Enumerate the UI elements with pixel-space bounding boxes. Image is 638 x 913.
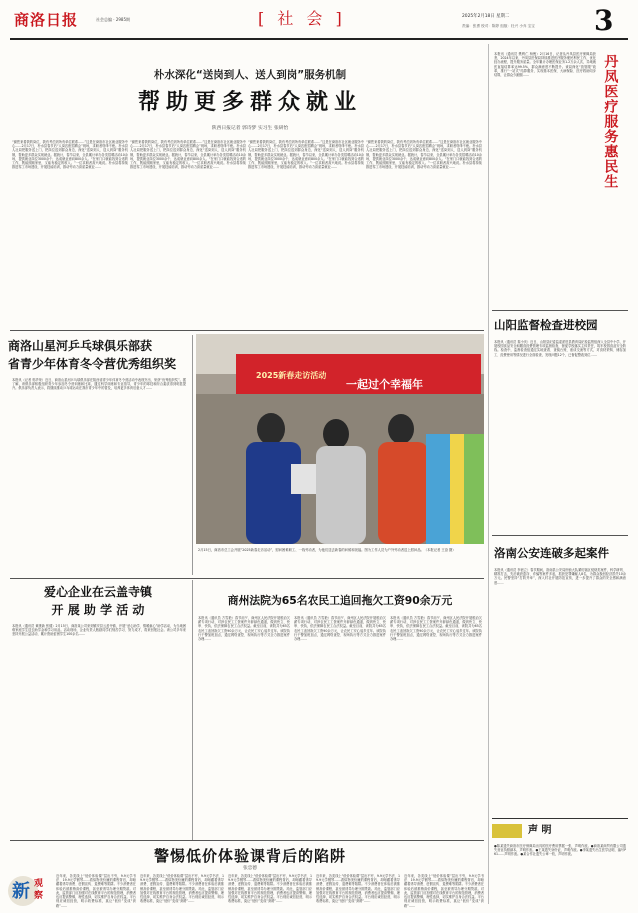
court-body-col-2: 本报讯（通讯员 方雪艳）春节前夕，商州区人民法院开展根治欠薪专项行动，对涉农民工工资案件开辟绿色通道，做到快立、快审、快执，依法保障农民工合法权益。截至目前，该院共为65名农民工追回拖欠工资90余万元，让农民工安心返乡过年。该院执行干警加班加点，通过网络查控、现场执行等方式全力推进案件办理…… bbox=[294, 616, 386, 642]
notice-stripe bbox=[492, 824, 522, 838]
lead-headline: 帮助更多群众就业 bbox=[137, 90, 362, 115]
section-label: [ 社 会 ] bbox=[258, 9, 346, 28]
lead-body-col-4: “谢您来看我的岗位，我有考虑到所有单位联系……”这是在商洛市社区就业服务中心……2月17日，朴水县春节后“人岗匹配招聘会”现场，求职者络绎不绝。朴水县人社局把服务送上门，把岗位送到群众身边，深化“送岗到人、送人到岗”服务机制，帮助更多群众实现就业。据统计，春节以来，全县累计举办各类招聘活动10余场，提供就业岗位3000余个，达成就业意向800余人。“在家门口就能找到合适的工作，既能照顾家里，又能有稳定的收入。”一位求职者高兴地说。朴水县将持续推进零工市场建设，开展技能培训，推动劳动力高质量就业…… bbox=[366, 140, 482, 170]
news-photo bbox=[196, 334, 484, 544]
fraud-body-col-4: 近年来，各类线上“低价体验课”层出不穷，9.9元学书法、19.9元学钢琴……看似物美价廉的课程背后，却暗藏着诱导消费、虚假宣传、退费难等陷阱。不少消费者在体验后被推销高价课程，甚至被诱导办理分期贷款。对此，监管部门应加强对在线教育平台的规范管理，消费者也应提高警惕，理性选择，切实维护自身合法权益。平台则应诚信经营，明示收费标准，莫让“低价”变成“套路”…… bbox=[316, 874, 400, 904]
rule-right-1 bbox=[492, 310, 628, 311]
rule-right-2 bbox=[492, 535, 628, 536]
badge-char-observe: 观 bbox=[34, 879, 44, 889]
pingpong-headline-2: 省青少年体育冬令营优秀组织奖 bbox=[8, 357, 177, 371]
right-column-divider bbox=[488, 44, 489, 904]
photo-banner-text-1: 2025新春走访活动 bbox=[256, 371, 327, 380]
luonan-title: 洛南公安连破多起案件 bbox=[494, 546, 609, 560]
fraud-body-col-2: 近年来，各类线上“低价体验课”层出不穷，9.9元学书法、19.9元学钢琴……看似物美价廉的课程背后，却暗藏着诱导消费、虚假宣传、退费难等陷阱。不少消费者在体验后被推销高价课程，甚至被诱导办理分期贷款。对此，监管部门应加强对在线教育平台的规范管理，消费者也应提高警惕，理性选择，切实维护自身合法权益。平台则应诚信经营，明示收费标准，莫让“低价”变成“套路”…… bbox=[140, 874, 224, 904]
photo-banner-text-2: 一起过个幸福年 bbox=[346, 378, 423, 391]
notice-body: ●陈某遗失商洛市医疗保障局出具的医疗费用票据一张，声明作废。●商洛某商贸有限公司遗失营业执照副本，声明作废。●王某遗失身份证，声明作废。●李某遗失出生医学证明，编号P61……声明作废。●某合作社遗失公章一枚，声明作废。 bbox=[494, 844, 626, 857]
shanyang-body: 本报讯（通讯员 秦小庆）近日，山阳县纪委监委派驻县教育局纪检监察组深入全县中小学，开展校园食品安全和膳食经费管理专项监督检查，督促学校落实主体责任，筑牢校园食品安全防线。检查中，监督检查组通过实地查看、查阅台账、座谈交流等方式，对食材采购、储存加工、经费使用等情况进行全面检查，发现问题12个，已督促整改到位…… bbox=[494, 340, 626, 357]
rule-vertical-lower bbox=[192, 580, 193, 840]
court-body-col-3: 本报讯（通讯员 方雪艳）春节前夕，商州区人民法院开展根治欠薪专项行动，对涉农民工工资案件开辟绿色通道，做到快立、快审、快执，依法保障农民工合法权益。截至目前，该院共为65名农民工追回拖欠工资90余万元，让农民工安心返乡过年。该院执行干警加班加点，通过网络查控、现场执行等方式全力推进案件办理…… bbox=[390, 616, 482, 642]
rule-under-photo bbox=[10, 578, 484, 579]
danfeng-title: 丹凤医疗服务惠民生 bbox=[602, 54, 619, 189]
lead-byline: 陕西日报记者 郭诗梦 实习生 张研怡 bbox=[211, 126, 289, 131]
fraud-byline: 张忠德 bbox=[243, 866, 257, 871]
lead-body-col-3: “谢您来看我的岗位，我有考虑到所有单位联系……”这是在商洛市社区就业服务中心……2月17日，朴水县春节后“人岗匹配招聘会”现场，求职者络绎不绝。朴水县人社局把服务送上门，把岗位送到群众身边，深化“送岗到人、送人到岗”服务机制，帮助更多群众实现就业。据统计，春节以来，全县累计举办各类招聘活动10余场，提供就业岗位3000余个，达成就业意向800余人。“在家门口就能找到合适的工作，既能照顾家里，又能有稳定的收入。”一位求职者高兴地说。朴水县将持续推进零工市场建设，开展技能培训，推动劳动力高质量就业…… bbox=[248, 140, 364, 170]
danfeng-body: 本报讯（通讯员 樊利仁 杨俊）2月16日，记者从丹凤县医疗保障局获悉，2024年以来，丹凤县医保局持续推进医疗服务便民利民工作，优化经办流程，提升服务质量。全年累计办理医保业务1.2万余人次，异地就医直接结算率达99.5%，群众满意度不断提升。该局深化“放管服”改革，推行“一站式”结算服务，实现基本医保、大病保险、医疗救助同步结算，让群众少跑腿…… bbox=[494, 52, 596, 78]
rule-vertical-mid bbox=[192, 335, 193, 575]
charity-headline-1: 爱心企业在云盖寺镇 bbox=[43, 585, 152, 599]
shanyang-title: 山阳监督检查进校园 bbox=[494, 318, 598, 332]
lead-body-col-1: “谢您来看我的岗位，我有考虑到所有单位联系……”这是在商洛市社区就业服务中心……2月17日，朴水县春节后“人岗匹配招聘会”现场，求职者络绎不绝。朴水县人社局把服务送上门，把岗位送到群众身边，深化“送岗到人、送人到岗”服务机制，帮助更多群众实现就业。据统计，春节以来，全县累计举办各类招聘活动10余场，提供就业岗位3000余个，达成就业意向800余人。“在家门口就能找到合适的工作，既能照顾家里，又能有稳定的收入。”一位求职者高兴地说。朴水县将持续推进零工市场建设，开展技能培训，推动劳动力高质量就业…… bbox=[12, 140, 128, 170]
photo-caption: 2月15日，商洛市总工会开展“2025新春走访活动”，慰问困难职工、一线劳动者，为他们送去新春的问候和祝福。图为工作人员为户外劳动者送上慰问品。（本报记者 王奋 摄） bbox=[198, 548, 456, 552]
new-observation-badge bbox=[8, 876, 52, 910]
notice-box bbox=[492, 820, 628, 908]
fraud-headline: 警惕低价体验课背后的陷阱 bbox=[153, 847, 346, 865]
rule-above-fraud bbox=[10, 840, 484, 841]
fraud-body-col-1: 近年来，各类线上“低价体验课”层出不穷，9.9元学书法、19.9元学钢琴……看似物美价廉的课程背后，却暗藏着诱导消费、虚假宣传、退费难等陷阱。不少消费者在体验后被推销高价课程，甚至被诱导办理分期贷款。对此，监管部门应加强对在线教育平台的规范管理，消费者也应提高警惕，理性选择，切实维护自身合法权益。平台则应诚信经营，明示收费标准，莫让“低价”变成“套路”…… bbox=[56, 874, 136, 908]
luonan-body: 本报讯（通讯员 李崑立）春节期间，洛南县公安局刑侦大队紧盯辖区侵财类案件，科学研判、精准打击，先后破获盗窃、诈骗等案件多起，抓获犯罪嫌疑人8名，为群众挽回经济损失10余万元。民警坚持“打防并举”，深入村社开展防范宣传，进一步提升了群众的安全感和满意度…… bbox=[494, 568, 626, 585]
photo-illustration bbox=[196, 334, 484, 544]
photo-person-right bbox=[378, 442, 428, 544]
rule-right-3 bbox=[492, 818, 628, 819]
rule-under-lead bbox=[10, 330, 484, 331]
issue-date: 2025年2月18日 星期二 bbox=[462, 14, 510, 19]
charity-body: 本报讯（通讯员 黄康新 张健）2月15日，商洛某公司来到镇安县云盖寺镇，开展“爱心助学、情暖童心”助学活动，为当地困难家庭学生送去助学金和学习用品。活动现场，企业负责人勉励同学们刻苦学习、努力成才，将来回报社会。该公司多年来坚持开展公益活动，累计资助贫困学生100余名…… bbox=[12, 624, 186, 637]
editor-info: 社会总编 · 2985期 bbox=[96, 17, 130, 22]
fraud-body-col-3: 近年来，各类线上“低价体验课”层出不穷，9.9元学书法、19.9元学钢琴……看似物美价廉的课程背后，却暗藏着诱导消费、虚假宣传、退费难等陷阱。不少消费者在体验后被推销高价课程，甚至被诱导办理分期贷款。对此，监管部门应加强对在线教育平台的规范管理，消费者也应提高警惕，理性选择，切实维护自身合法权益。平台则应诚信经营，明示收费标准，莫让“低价”变成“套路”…… bbox=[228, 874, 312, 904]
charity-headline-2: 开 展 助 学 活 动 bbox=[51, 603, 145, 617]
newspaper-logo: 商洛日报 bbox=[14, 11, 79, 29]
court-body-col-1: 本报讯（通讯员 方雪艳）春节前夕，商州区人民法院开展根治欠薪专项行动，对涉农民工工资案件开辟绿色通道，做到快立、快审、快执，依法保障农民工合法权益。截至目前，该院共为65名农民工追回拖欠工资90余万元，让农民工安心返乡过年。该院执行干警加班加点，通过网络查控、现场执行等方式全力推进案件办理…… bbox=[198, 616, 290, 642]
masthead-rule bbox=[10, 38, 628, 40]
staff-line: 责编：张勇 校对：陈婷 组版：杜兴 小乔 宝宝 bbox=[462, 24, 535, 28]
lead-kicker: 朴水深化“送岗到人、送人到岗”服务机制 bbox=[153, 69, 347, 81]
fraud-body-col-5: 近年来，各类线上“低价体验课”层出不穷，9.9元学书法、19.9元学钢琴……看似物美价廉的课程背后，却暗藏着诱导消费、虚假宣传、退费难等陷阱。不少消费者在体验后被推销高价课程，甚至被诱导办理分期贷款。对此，监管部门应加强对在线教育平台的规范管理，消费者也应提高警惕，理性选择，切实维护自身合法权益。平台则应诚信经营，明示收费标准，莫让“低价”变成“套路”…… bbox=[404, 874, 484, 908]
page-number: 3 bbox=[594, 4, 614, 37]
lead-body-col-2: “谢您来看我的岗位，我有考虑到所有单位联系……”这是在商洛市社区就业服务中心……2月17日，朴水县春节后“人岗匹配招聘会”现场，求职者络绎不绝。朴水县人社局把服务送上门，把岗位送到群众身边，深化“送岗到人、送人到岗”服务机制，帮助更多群众实现就业。据统计，春节以来，全县累计举办各类招聘活动10余场，提供就业岗位3000余个，达成就业意向800余人。“在家门口就能找到合适的工作，既能照顾家里，又能有稳定的收入。”一位求职者高兴地说。朴水县将持续推进零工市场建设，开展技能培训，推动劳动力高质量就业…… bbox=[130, 140, 246, 170]
masthead bbox=[0, 0, 638, 40]
notice-title: 声 明 bbox=[528, 825, 552, 836]
badge-char-new: 新 bbox=[12, 881, 30, 902]
court-headline: 商州法院为65名农民工追回拖欠工资90余万元 bbox=[227, 594, 453, 607]
badge-char-examine: 察 bbox=[34, 891, 44, 901]
pingpong-headline-1: 商洛山星河乒乓球俱乐部获 bbox=[8, 339, 153, 353]
pingpong-body: 本报讯（记者 郭华荣）近日，商洛山星河乒乓球俱乐部在陕西省青少年体育冬令营活动中表现突出，荣获“优秀组织奖”。据了解，该俱乐部积极组织青少年参加冬令营训练和比赛，通过科学训练和专业指导，青少年的球技和综合素质得到明显提升。俱乐部负责人表示，将继续推动乒乓球运动在我市青少年中的普及，培养更多体育后备人才…… bbox=[12, 378, 186, 391]
